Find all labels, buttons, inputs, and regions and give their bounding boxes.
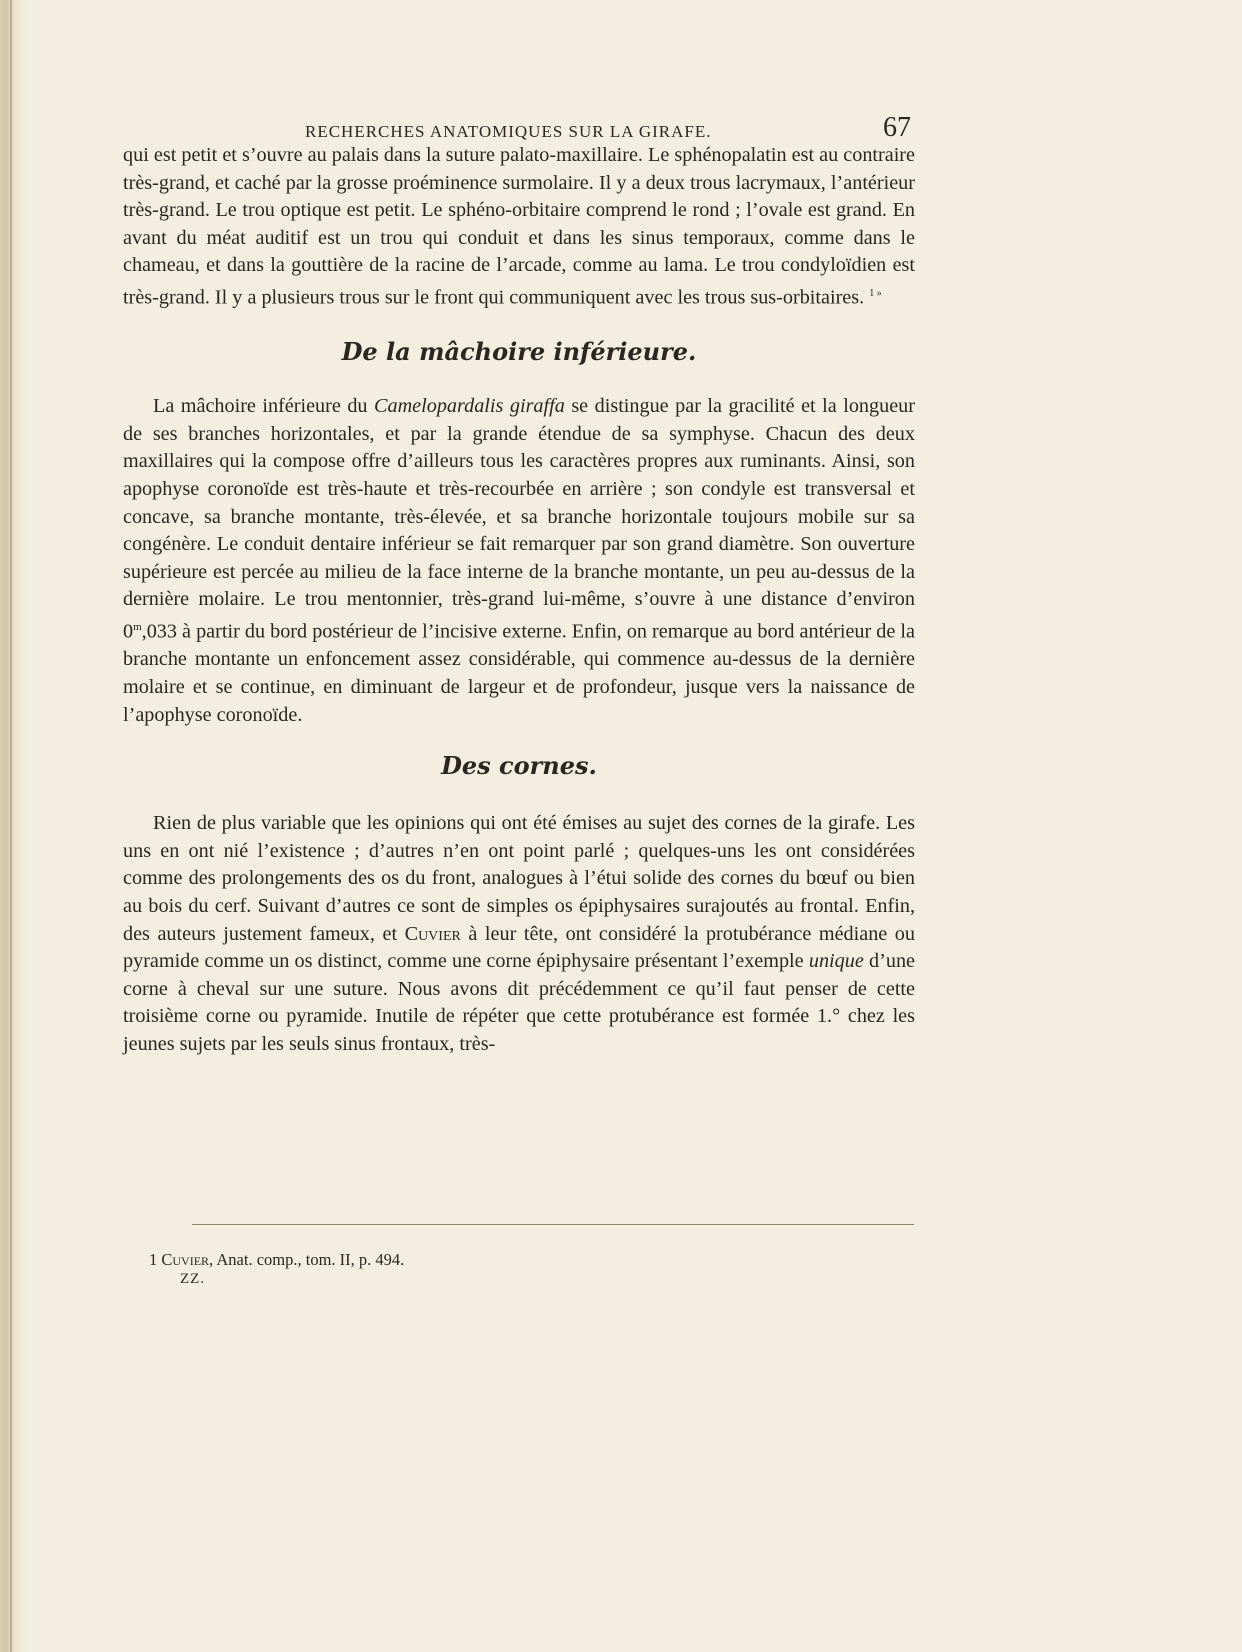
paragraph-2 (123, 393, 915, 729)
paragraph-3-text-b: à leur tête, ont considéré la protubérance médiane ou pyramide comme un os distinct, comme une corne épiphysaire présentant l’exemple (123, 922, 915, 973)
footnote-author: Cuvier (161, 1250, 210, 1269)
paragraph-3 (123, 810, 915, 1058)
footnote-number: 1 (149, 1250, 158, 1269)
unit-superscript: m (133, 621, 142, 634)
species-name: Camelopardalis giraffa (374, 395, 565, 418)
running-head (123, 112, 915, 142)
paragraph-1 (123, 142, 915, 312)
signature-mark: ZZ. (180, 1271, 206, 1287)
page-number: 67 (883, 112, 911, 143)
paragraph-2-text-b: ,033 à partir du bord postérieur de l’incisive externe. Enfin, on remarque au bord antérieur de la branche montante un enfoncement assez considérable, qui commence au-dessus de la dernière molaire et se continue, en diminuant de largeur et de profondeur, jusque vers la naissance de l’apophyse coronoïde. (123, 620, 915, 726)
footnote-reference: 1 » (869, 287, 882, 299)
page-content (123, 112, 915, 1059)
paragraph-3-text-a: Rien de plus variable que les opinions qui ont été émises au sujet des cornes de la girafe. Les uns en ont nié l’existence ; d’autres n’en ont point parlé ; quelques-uns les ont considérées comme des prolongements des os du front, analogues à l’étui solide des cornes du bœuf ou bien au bois du cerf. Suivant d’autres ce sont de simples os épiphysaires surajoutés au frontal. Enfin, des auteurs justement fameux, et (123, 812, 915, 945)
footnote (149, 1248, 404, 1272)
binding-edge (10, 0, 12, 1652)
running-title: RECHERCHES ANATOMIQUES SUR LA GIRAFE. (305, 122, 712, 141)
paragraph-2-lead: La mâchoire inférieure du (153, 395, 375, 418)
footnote-text: , Anat. comp., tom. II, p. 494. (209, 1250, 405, 1269)
section-title-horns: Des cornes. (441, 751, 597, 781)
page-gutter-shadow (0, 0, 26, 1652)
emphasis-unique: unique (808, 950, 864, 973)
section-title-mandible: De la mâchoire inférieure. (341, 337, 697, 367)
paragraph-2-text-a: se distingue par la gracilité et la longueur de ses branches horizontales, et par la grande étendue de sa symphyse. Chacun des deux maxillaires qui la compose offre d’ailleurs tous les caractères propres aux ruminants. Ainsi, son apophyse coronoïde est très-haute et très-recourbée en arrière ; son condyle est transversal et concave, sa branche montante, très-élevée, et sa branche horizontale toujours mobile sur sa congénère. Le conduit dentaire inférieur se fait remarquer par son grand diamètre. Son ouverture supérieure est percée au milieu de la face interne de la branche montante, un peu au-dessus de la dernière molaire. Le trou mentonnier, très-grand lui-même, s’ouvre à une distance d’environ 0 (123, 395, 915, 643)
paragraph-1-text: qui est petit et s’ouvre au palais dans la suture palato-maxillaire. Le sphénopalatin est au contraire très-grand, et caché par la grosse proéminence surmolaire. Il y a deux trous lacrymaux, l’antérieur très-grand. Le trou optique est petit. Le sphéno-orbitaire comprend le rond ; l’ovale est grand. En avant du méat auditif est un trou qui conduit et dans les sinus temporaux, comme dans le chameau, et dans la gouttière de la racine de l’arcade, comme au lama. Le trou condyloïdien est très-grand. Il y a plusieurs trous sur le front qui communiquent avec les trous sus-orbitaires. (123, 144, 915, 309)
author-name: Cuvier (404, 922, 461, 945)
footnote-rule (192, 1224, 914, 1225)
paragraph-3-text-c: d’une corne à cheval sur une suture. Nous avons dit précédemment ce qu’il faut penser de cette troisième corne ou pyramide. Inutile de répéter que cette protubérance est formée 1.° chez les jeunes sujets par les seuls sinus frontaux, très- (123, 950, 915, 1055)
